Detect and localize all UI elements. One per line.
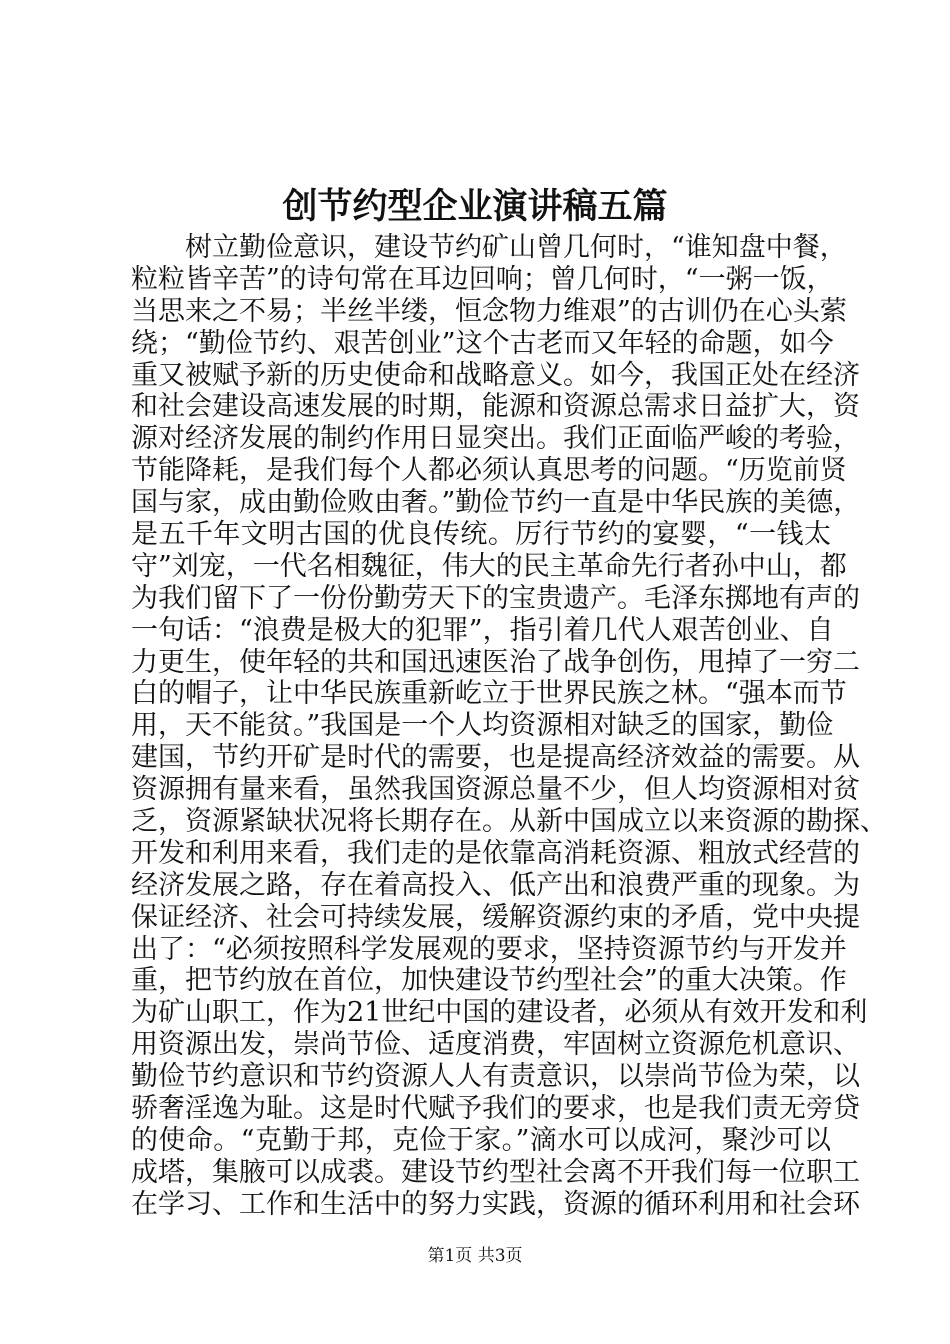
body-line: 出了：“必须按照科学发展观的要求，坚持资源节约与开发并 xyxy=(131,933,847,965)
body-line: 经济发展之路，存在着高投入、低产出和浪费严重的现象。为 xyxy=(131,869,860,901)
document-title: 创节约型企业演讲稿五篇 xyxy=(282,186,668,227)
body-line: 成塔，集腋可以成裘。建设节约型社会离不开我们每一位职工 xyxy=(131,1156,860,1188)
body-line: 资源拥有量来看，虽然我国资源总量不少，但人均资源相对贫 xyxy=(131,774,860,806)
body-line: 保证经济、社会可持续发展，缓解资源约束的矛盾，党中央提 xyxy=(131,901,860,933)
body-line: 树立勤俭意识，建设节约矿山曾几何时，“谁知盘中餐， xyxy=(185,232,847,263)
page-footer: 第1页 共3页 xyxy=(427,1246,523,1266)
body-line: 在学习、工作和生活中的努力实践，资源的循环利用和社会环 xyxy=(131,1188,860,1220)
body-line: 为我们留下了一份份勤劳天下的宝贵遗产。毛泽东掷地有声的 xyxy=(131,582,860,614)
body-line: 源对经济发展的制约作用日显突出。我们正面临严峻的考验， xyxy=(131,423,860,455)
body-line: 勤俭节约意识和节约资源人人有责意识，以崇尚节俭为荣，以 xyxy=(131,1061,860,1093)
body-line: 粒粒皆辛苦”的诗句常在耳边回响；曾几何时，“一粥一饭， xyxy=(131,263,834,295)
body-line: 是五千年文明古国的优良传统。厉行节约的宴婴，“一钱太 xyxy=(131,519,831,551)
body-line: 用，天不能贫。”我国是一个人均资源相对缺乏的国家，勤俭 xyxy=(131,710,834,742)
body-line: 守”刘宠，一代名相魏征，伟大的民主革命先行者孙中山，都 xyxy=(131,550,847,582)
body-line: 力更生，使年轻的共和国迅速医治了战争创伤，甩掉了一穷二 xyxy=(131,646,860,678)
body-line: 一句话：“浪费是极大的犯罪”，指引着几代人艰苦创业、自 xyxy=(131,614,834,646)
body-line: 乏，资源紧缺状况将长期存在。从新中国成立以来资源的勘探、 xyxy=(131,806,887,838)
body-line: 和社会建设高速发展的时期，能源和资源总需求日益扩大，资 xyxy=(131,391,860,423)
body-line: 建国，节约开矿是时代的需要，也是提高经济效益的需要。从 xyxy=(131,742,860,774)
body-line: 用资源出发，崇尚节俭、适度消费，牢固树立资源危机意识、 xyxy=(131,1029,860,1061)
body-line: 重又被赋予新的历史使命和战略意义。如今，我国正处在经济 xyxy=(131,359,860,391)
body-line: 当思来之不易；半丝半缕，恒念物力维艰”的古训仍在心头萦 xyxy=(131,295,847,327)
body-line: 为矿山职工，作为21世纪中国的建设者，必须从有效开发和利 xyxy=(131,997,868,1029)
body-line: 白的帽子，让中华民族重新屹立于世界民族之林。“强本而节 xyxy=(131,678,847,710)
body-line: 的使命。“克勤于邦，克俭于家。”滴水可以成河，聚沙可以 xyxy=(131,1124,831,1156)
body-line: 节能降耗，是我们每个人都必须认真思考的问题。“历览前贤 xyxy=(131,455,847,487)
document-body xyxy=(131,232,887,1221)
body-line: 开发和利用来看，我们走的是依靠高消耗资源、粗放式经营的 xyxy=(131,837,860,869)
body-line: 骄奢淫逸为耻。这是时代赋予我们的要求，也是我们责无旁贷 xyxy=(131,1093,860,1125)
body-line: 国与家，成由勤俭败由奢。”勤俭节约一直是中华民族的美德， xyxy=(131,487,861,519)
body-line: 重，把节约放在首位，加快建设节约型社会”的重大决策。作 xyxy=(131,965,847,997)
body-line: 绕；“勤俭节约、艰苦创业”这个古老而又年轻的命题，如今 xyxy=(131,327,834,359)
